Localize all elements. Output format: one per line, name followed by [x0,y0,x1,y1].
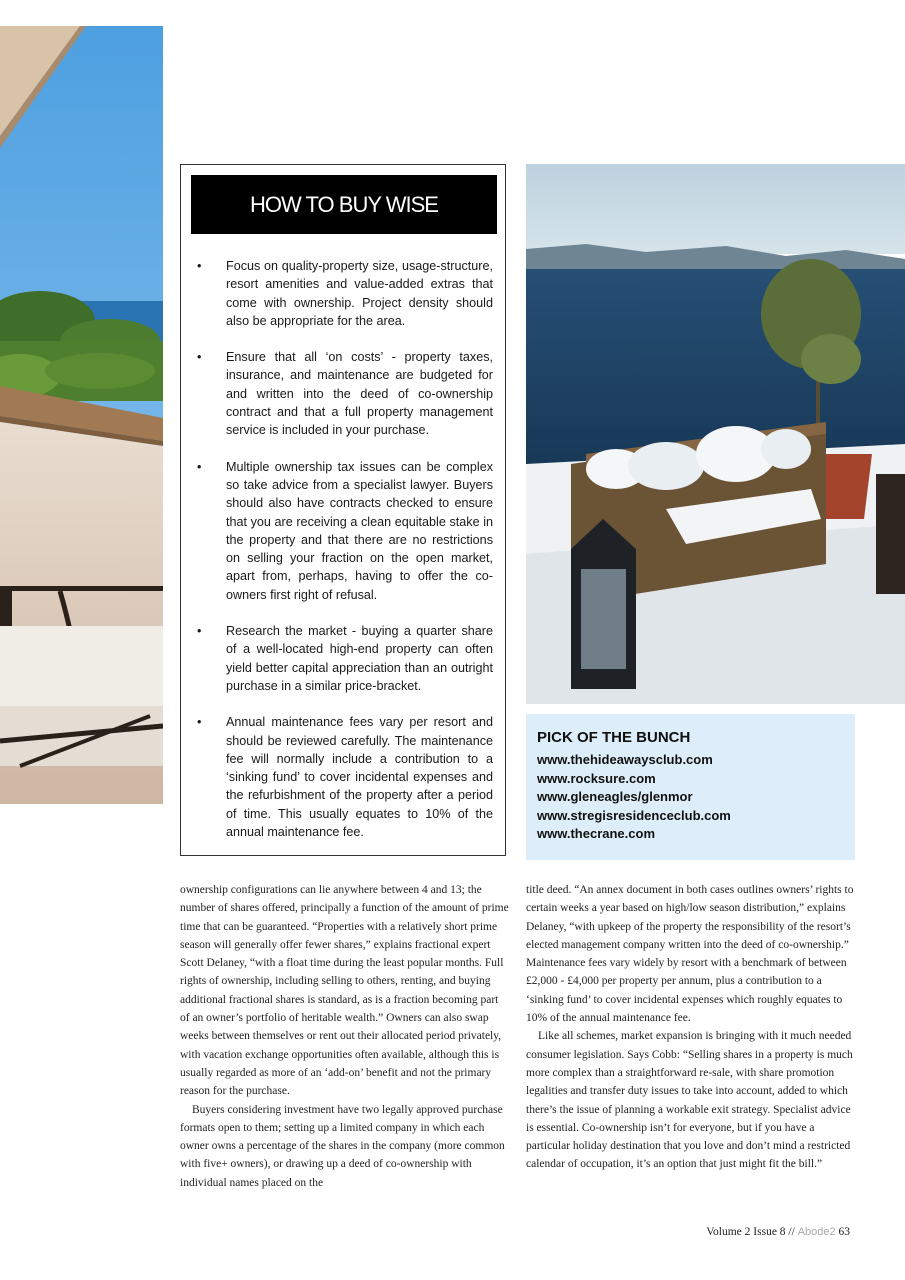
magazine-name: Abode2 [797,1226,836,1238]
list-item: • Research the market - buying a quarter share of a well-located high-end property can often yield better capital appreciation than an outright purchase in a similar price-bracket. [197,624,493,693]
list-item: • Multiple ownership tax issues can be complex so take advice from a specialist lawyer. Buyers should also have contracts checked to ensure that you are receiving a clean equitable stake in the property and that there are no restrictions on selling your fraction on the open market, apart from, perhaps, having to offer the co-owners first right of refusal. [197,459,493,602]
paragraph: Like all schemes, market expansion is bringing with it much needed consumer legislation. Says Cobb: “Selling shares in a property is much more complex than a straightforward re-sale, with share promotion legalities and transfer duty issues to take into account, added to which there’s the issue of planning a workable exit strategy. Specialist advice is essential. Co-ownership isn’t for everyone, but if you have a particular holiday destination that you love and don’t mind a restricted calendar of occupation, it’s an option that just might fit the bill.” [526,1030,853,1171]
page-number: 63 [838,1226,850,1238]
link-rocksure[interactable]: www.rocksure.com [537,770,656,786]
paragraph: title deed. “An annex document in both cases outlines owners’ rights to certain weeks a year based on high/low season distribution,” explains Delaney, “with upkeep of the property the responsibility of the resort’s elected management company written into the deed of co-ownership.” Maintenance fees vary widely by resort with a benchmark of between £2,000 - £4,000 per property per annum, plus a contribution to a ‘sinking fund’ to cover incidental expenses which roughly equates to 10% of the annual maintenance fee. [526,884,854,1025]
paragraph: ownership configurations can lie anywhere between 4 and 13; the number of shares offered, principally a function of the amount of prime time that can be guaranteed. “Properties with a relatively short prime season will generally offer fewer shares,” explains fractional expert Scott Delaney, “with a float time during the least popular months. Full rights of ownership, including selling to others, renting, and buying additional fractional shares is standard, as is a fraction becoming part of an owner’s portfolio of heritable wealth.” Owners can also swap weeks between themselves or rent out their allocated period privately, with vacation exchange opportunities often available, although this is usually regarded as more of an ‘add-on’ benefit and not the primary reason for the purchase. [180,884,509,1098]
list-item: • Annual maintenance fees vary per resort and should be reviewed carefully. The maintenance fee will normally include a contribution to a ‘sinking fund’ to cover incidental expenses and the refurbishment of the property after a period of time. This usually equates to 10% of the annual maintenance fee. [197,715,493,840]
article-column-right [526,881,856,1174]
bullet-icon: • [197,259,202,273]
pick-of-the-bunch-box [526,714,855,860]
issue-label: Volume 2 Issue 8 [706,1226,786,1238]
footer-separator: // [788,1226,795,1238]
list-item: • Ensure that all ‘on costs’ - property taxes, insurance, and maintenance are budgeted for and written into the deed of co-ownership contract and that a full property management service is included in your purchase. [197,350,493,438]
link-stregis[interactable]: www.stregisresidenceclub.com [537,807,731,823]
how-to-buy-wise-box [180,164,506,856]
paragraph: Buyers considering investment have two legally approved purchase formats open to them; setting up a limited company in which each owner owns a percentage of the shares in the company (more common with five+ owners), or drawing up a deed of co-ownership with individual names placed on the [180,1103,505,1189]
terrace-sofa-photo [526,164,905,704]
tips-title: HOW TO BUY WISE [191,175,497,234]
bullet-icon: • [197,715,202,730]
bullet-icon: • [197,350,202,365]
resort-terrace-photo [0,26,163,804]
link-hideawaysclub[interactable]: www.thehideawaysclub.com [537,752,713,767]
page-footer [706,1226,850,1238]
link-gleneagles[interactable]: www.gleneagles/glenmor [537,789,693,804]
bullet-icon: • [197,624,202,639]
bullet-icon: • [197,459,202,474]
article-column-left [180,881,510,1192]
pick-title: PICK OF THE BUNCH [537,729,691,746]
tips-list [197,257,493,859]
list-item: • Focus on quality-property size, usage-structure, resort amenities and value-added extras that come with ownership. Project density should also be appropriate for the area. [197,259,493,328]
link-thecrane[interactable]: www.thecrane.com [537,826,655,841]
